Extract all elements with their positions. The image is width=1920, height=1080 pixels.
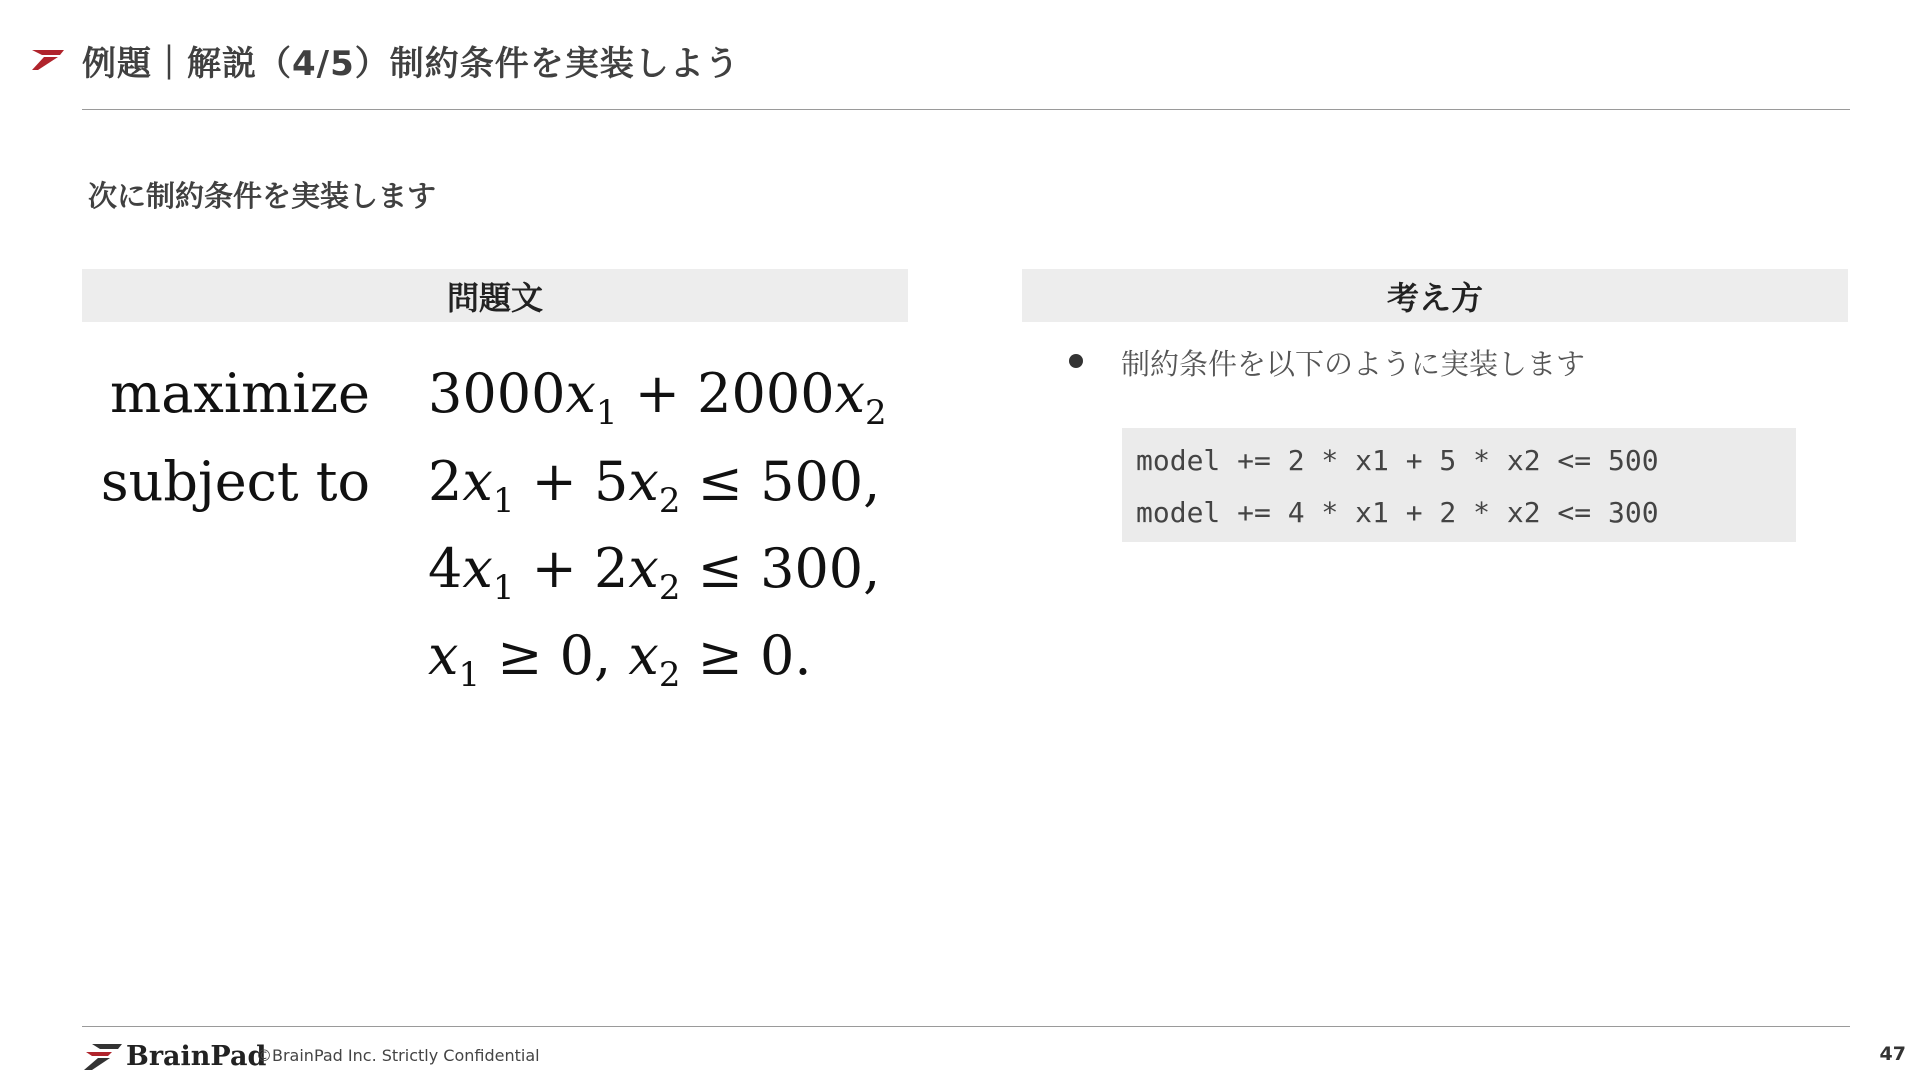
footer-divider [82, 1026, 1850, 1027]
page-number: 47 [1879, 1043, 1906, 1065]
brainpad-logo-icon [82, 1040, 122, 1072]
subject-to-label: subject to [100, 450, 370, 513]
code-line: model += 4 * x1 + 2 * x2 <= 300 [1136, 496, 1659, 529]
objective-expression: $3000x_1 + 2000x_2$ [428, 362, 887, 433]
code-line: model += 2 * x1 + 5 * x2 <= 500 [1136, 444, 1659, 477]
brand-name: BrainPad [126, 1040, 267, 1072]
bullet-icon [1069, 354, 1083, 368]
slide-title: 例題｜解説（4/5）制約条件を実装しよう [82, 44, 740, 84]
problem-statement-heading: 問題文 [82, 269, 908, 322]
bullet-text: 制約条件を以下のように実装します [1121, 347, 1586, 381]
title-divider [82, 109, 1850, 110]
footer-logo [82, 1038, 266, 1074]
maximize-label: maximize [109, 362, 370, 425]
constraint-2: $4x_1 + 2x_2 \le 300$, [428, 537, 881, 608]
constraint-1: $2x_1 + 5x_2 \le 500$, [428, 450, 881, 521]
nonnegativity-constraint: $x_1 \ge 0$, $x_2 \ge 0$. [428, 624, 812, 695]
lead-text: 次に制約条件を実装します [88, 179, 437, 213]
copyright-text: ©BrainPad Inc. Strictly Confidential [256, 1046, 540, 1065]
approach-heading: 考え方 [1022, 269, 1848, 322]
brand-mark-icon [30, 48, 66, 72]
